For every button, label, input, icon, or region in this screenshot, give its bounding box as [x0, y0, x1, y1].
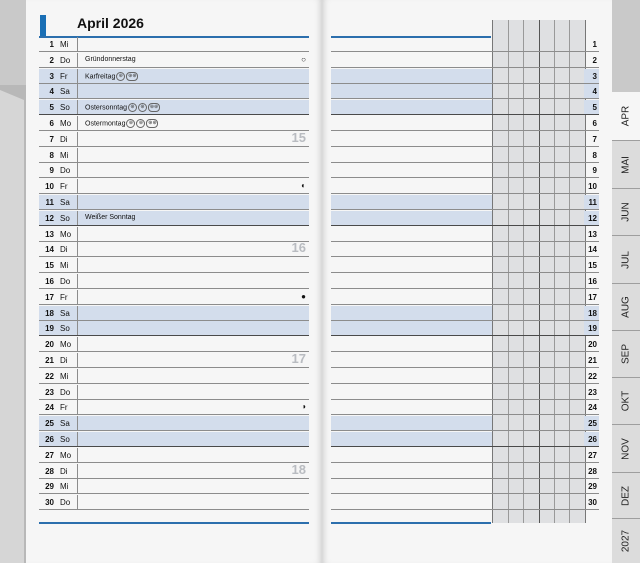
- weekday: Do: [60, 166, 71, 176]
- tab-label: DEZ: [620, 485, 632, 506]
- weekday: Mi: [60, 40, 69, 49]
- day-number-right: 9: [592, 166, 597, 176]
- day-row[interactable]: [39, 369, 309, 384]
- weekday: Fr: [60, 182, 68, 192]
- day-row-right[interactable]: [331, 416, 599, 431]
- day-number: 28: [45, 466, 54, 476]
- day-number: 12: [45, 213, 54, 223]
- moon-phase-icon: ○: [301, 54, 306, 64]
- day-row[interactable]: [39, 211, 309, 226]
- right-page: [322, 0, 612, 563]
- week-number: 18: [291, 461, 306, 477]
- column-separator: [77, 432, 78, 446]
- weekday: Sa: [60, 419, 70, 429]
- day-number-right: 14: [588, 245, 597, 255]
- day-row[interactable]: [39, 258, 309, 273]
- weekday: Sa: [60, 198, 70, 207]
- day-row-right[interactable]: [331, 353, 599, 368]
- tab-label: JUL: [620, 250, 632, 269]
- day-number-right: 16: [588, 277, 597, 286]
- weekday: Fr: [60, 71, 68, 81]
- tab-nov[interactable]: [612, 424, 640, 472]
- holiday-region-icon: ⊕: [136, 119, 145, 128]
- tab-mai[interactable]: [612, 140, 640, 188]
- moon-phase-icon: ◐: [301, 181, 306, 191]
- weekday: Mi: [60, 371, 69, 381]
- day-row-right[interactable]: [331, 385, 599, 400]
- day-row[interactable]: [39, 385, 309, 400]
- column-separator: [77, 53, 78, 67]
- day-row-right[interactable]: [331, 479, 599, 494]
- holiday-label: [85, 214, 135, 221]
- day-number: 17: [45, 292, 54, 302]
- weekday: Mi: [60, 150, 69, 160]
- week-number: 15: [291, 129, 306, 145]
- holiday-region-icon: ⊕: [126, 119, 135, 128]
- tab-sep[interactable]: [612, 330, 640, 377]
- day-number: 11: [45, 198, 54, 207]
- column-separator: [77, 448, 78, 462]
- tab-jun[interactable]: [612, 188, 640, 235]
- weekday: So: [60, 213, 70, 223]
- day-row-right[interactable]: [331, 242, 599, 257]
- day-row-right[interactable]: [331, 69, 599, 84]
- moon-phase-icon: ◑: [301, 402, 306, 412]
- day-number-right: 25: [588, 419, 597, 429]
- weekday: Di: [60, 245, 68, 255]
- day-row-right[interactable]: [331, 432, 599, 447]
- day-row-right[interactable]: [331, 400, 599, 415]
- tab-label: NOV: [620, 437, 632, 460]
- day-number: 5: [49, 103, 54, 113]
- weekday: Do: [60, 55, 71, 65]
- column-separator: [77, 211, 78, 225]
- day-row-right[interactable]: [331, 148, 599, 163]
- month-title: April 2026: [77, 15, 144, 31]
- tab-apr[interactable]: [612, 92, 640, 140]
- weekday: Di: [60, 356, 68, 365]
- tab-label: JUN: [620, 202, 632, 222]
- day-number-right: 5: [592, 103, 597, 113]
- day-number: 4: [49, 87, 54, 97]
- day-number-right: 27: [588, 450, 597, 460]
- weekday: Di: [60, 134, 68, 144]
- holiday-text: Karfreitag: [85, 72, 116, 80]
- weekday: Sa: [60, 87, 70, 97]
- day-number: 24: [45, 403, 54, 413]
- column-separator: [77, 148, 78, 162]
- day-number: 20: [45, 340, 54, 350]
- day-number-right: 20: [588, 340, 597, 350]
- day-number-right: 29: [588, 482, 597, 492]
- tab-label: AUG: [620, 296, 632, 318]
- weekday: Mi: [60, 261, 69, 271]
- column-separator: [77, 195, 78, 209]
- day-row-right[interactable]: [331, 37, 599, 52]
- weekday: Fr: [60, 292, 68, 302]
- weekday: Mo: [60, 119, 72, 128]
- day-number-right: 19: [588, 324, 597, 334]
- day-number: 8: [49, 150, 54, 160]
- day-row[interactable]: [39, 148, 309, 163]
- day-row[interactable]: [39, 129, 309, 147]
- day-number: 27: [45, 450, 54, 460]
- day-row-right[interactable]: [331, 179, 599, 194]
- day-row[interactable]: [39, 274, 309, 289]
- day-row[interactable]: [39, 69, 309, 84]
- day-number-right: 11: [588, 198, 597, 207]
- day-number: 21: [45, 356, 54, 365]
- column-separator: [77, 69, 78, 83]
- holiday-region-icon: ⊕: [116, 72, 125, 81]
- day-row[interactable]: [39, 179, 309, 194]
- day-row[interactable]: [39, 84, 309, 99]
- day-row[interactable]: [39, 306, 309, 321]
- holiday-text: Ostermontag: [85, 120, 126, 128]
- day-number-right: 15: [588, 261, 597, 271]
- tab-label: APR: [620, 105, 632, 127]
- day-number-right: 2: [592, 55, 597, 65]
- weekday: Mo: [60, 450, 72, 460]
- day-row-right[interactable]: [331, 337, 599, 352]
- day-number: 14: [45, 245, 54, 255]
- day-number-right: 30: [588, 498, 597, 508]
- day-row-right[interactable]: [331, 227, 599, 242]
- day-number: 10: [45, 182, 54, 192]
- weekday: Mo: [60, 229, 72, 239]
- tab-label: SEP: [620, 343, 632, 365]
- column-separator: [77, 337, 78, 351]
- day-row-right[interactable]: [331, 84, 599, 99]
- day-number: 3: [49, 71, 54, 81]
- day-row[interactable]: [39, 242, 309, 257]
- holiday-region-icon: ⊕: [128, 103, 137, 112]
- holiday-label: [85, 119, 158, 128]
- holiday-text: Gründonnerstag: [85, 55, 136, 63]
- day-number: 25: [45, 419, 54, 429]
- day-row-right[interactable]: [331, 306, 599, 321]
- day-number-right: 3: [592, 71, 597, 81]
- day-row[interactable]: [39, 479, 309, 494]
- weekday: Do: [60, 277, 71, 286]
- day-row[interactable]: [39, 37, 309, 52]
- bottom-rule: [39, 522, 309, 524]
- day-row[interactable]: [39, 163, 309, 178]
- day-number-right: 4: [592, 87, 597, 97]
- day-number: 2: [49, 55, 54, 65]
- weekday: Do: [60, 498, 71, 508]
- holiday-label: [85, 103, 160, 112]
- column-separator: [77, 258, 78, 272]
- day-row-right[interactable]: [331, 290, 599, 305]
- day-number-right: 22: [588, 371, 597, 381]
- column-separator: [77, 84, 78, 98]
- right-bottom-rule: [331, 522, 491, 524]
- day-row[interactable]: [39, 461, 309, 479]
- day-number: 26: [45, 435, 54, 444]
- day-row-right[interactable]: [331, 258, 599, 273]
- day-number-right: 13: [588, 229, 597, 239]
- day-row[interactable]: [39, 416, 309, 431]
- day-number-right: 21: [588, 356, 597, 365]
- column-separator: [77, 369, 78, 383]
- column-separator: [77, 416, 78, 430]
- day-number-right: 8: [592, 150, 597, 160]
- column-separator: [77, 306, 78, 320]
- day-row-right[interactable]: [331, 195, 599, 210]
- day-row-right[interactable]: [331, 464, 599, 479]
- week-number: 17: [291, 350, 306, 366]
- week-number: 16: [291, 240, 306, 256]
- holiday-region-icon: ⊕⊕: [149, 104, 159, 111]
- day-row[interactable]: [39, 432, 309, 447]
- day-number-right: 1: [592, 40, 597, 49]
- day-row-right[interactable]: [331, 100, 599, 115]
- day-number-right: 18: [588, 308, 597, 318]
- holiday-label: [85, 56, 136, 63]
- day-row-right[interactable]: [331, 132, 599, 147]
- day-row[interactable]: [39, 321, 309, 336]
- tab-okt[interactable]: [612, 377, 640, 424]
- tab-jul[interactable]: [612, 235, 640, 283]
- column-separator: [77, 37, 78, 51]
- holiday-text: Weißer Sonntag: [85, 213, 136, 221]
- day-number: 6: [49, 119, 54, 128]
- weekday: Mo: [60, 340, 72, 350]
- day-number: 19: [45, 324, 54, 334]
- day-number: 18: [45, 308, 54, 318]
- left-page: [26, 0, 322, 563]
- column-separator: [77, 179, 78, 193]
- day-row-right[interactable]: [331, 116, 599, 131]
- column-separator: [77, 132, 78, 146]
- month-tabs: [612, 0, 640, 563]
- weekday: Sa: [60, 308, 70, 318]
- column-separator: [77, 290, 78, 304]
- day-number-right: 7: [592, 134, 597, 144]
- day-row-right[interactable]: [331, 53, 599, 68]
- day-number-right: 6: [592, 119, 597, 128]
- column-separator: [77, 100, 78, 114]
- day-number: 15: [45, 261, 54, 271]
- day-number: 16: [45, 277, 54, 286]
- day-number: 1: [49, 40, 54, 49]
- tab-label: OKT: [620, 390, 632, 412]
- day-row[interactable]: [39, 495, 309, 510]
- day-number: 29: [45, 482, 54, 492]
- day-number-right: 17: [588, 292, 597, 302]
- weekday: So: [60, 103, 70, 113]
- day-number-right: 12: [588, 213, 597, 223]
- column-separator: [77, 400, 78, 414]
- holiday-text: Ostersonntag: [85, 104, 128, 112]
- weekday: So: [60, 435, 70, 444]
- day-number: 23: [45, 387, 54, 397]
- tab-label: 2027: [620, 529, 632, 553]
- tab-label: MAI: [620, 155, 632, 174]
- day-row[interactable]: [39, 350, 309, 368]
- holiday-region-icon: ⊕⊕: [128, 72, 137, 79]
- column-separator: [77, 116, 78, 130]
- column-separator: [77, 274, 78, 288]
- day-number-right: 24: [588, 403, 597, 413]
- day-row[interactable]: [39, 195, 309, 210]
- weekday: Fr: [60, 403, 68, 413]
- day-row-right[interactable]: [331, 274, 599, 289]
- day-row-right[interactable]: [331, 448, 599, 463]
- column-separator: [77, 353, 78, 367]
- day-row-right[interactable]: [331, 321, 599, 336]
- day-row[interactable]: [39, 100, 309, 115]
- day-row[interactable]: [39, 290, 309, 305]
- day-row[interactable]: [39, 53, 309, 68]
- day-row-right[interactable]: [331, 163, 599, 178]
- day-number: 13: [45, 229, 54, 239]
- tab-aug[interactable]: [612, 283, 640, 330]
- day-number-right: 10: [588, 182, 597, 192]
- day-number-right: 28: [588, 466, 597, 476]
- tab-2027[interactable]: [612, 518, 640, 563]
- column-separator: [77, 321, 78, 335]
- column-separator: [77, 227, 78, 241]
- column-separator: [77, 163, 78, 177]
- month-marker: [40, 15, 46, 37]
- weekday: Mi: [60, 482, 69, 492]
- day-number: 30: [45, 498, 54, 508]
- holiday-region-icon: ⊕: [138, 103, 147, 112]
- day-number-right: 26: [588, 435, 597, 444]
- column-separator: [77, 464, 78, 478]
- day-row-right[interactable]: [331, 369, 599, 384]
- column-separator: [77, 495, 78, 509]
- day-number-right: 23: [588, 387, 597, 397]
- weekday: Do: [60, 387, 71, 397]
- day-number: 22: [45, 371, 54, 381]
- day-row[interactable]: [39, 400, 309, 415]
- weekday: So: [60, 324, 70, 334]
- holiday-region-icon: ⊕⊕: [148, 120, 157, 126]
- column-separator: [77, 242, 78, 256]
- holiday-label: [85, 72, 138, 81]
- column-separator: [77, 479, 78, 493]
- day-number: 7: [49, 134, 54, 144]
- day-row-right[interactable]: [331, 211, 599, 226]
- weekday: Di: [60, 466, 68, 476]
- column-separator: [77, 385, 78, 399]
- day-row-right[interactable]: [331, 495, 599, 510]
- moon-phase-icon: ●: [301, 291, 306, 301]
- tab-dez[interactable]: [612, 472, 640, 518]
- day-number: 9: [49, 166, 54, 176]
- previous-page-fold: [0, 90, 24, 563]
